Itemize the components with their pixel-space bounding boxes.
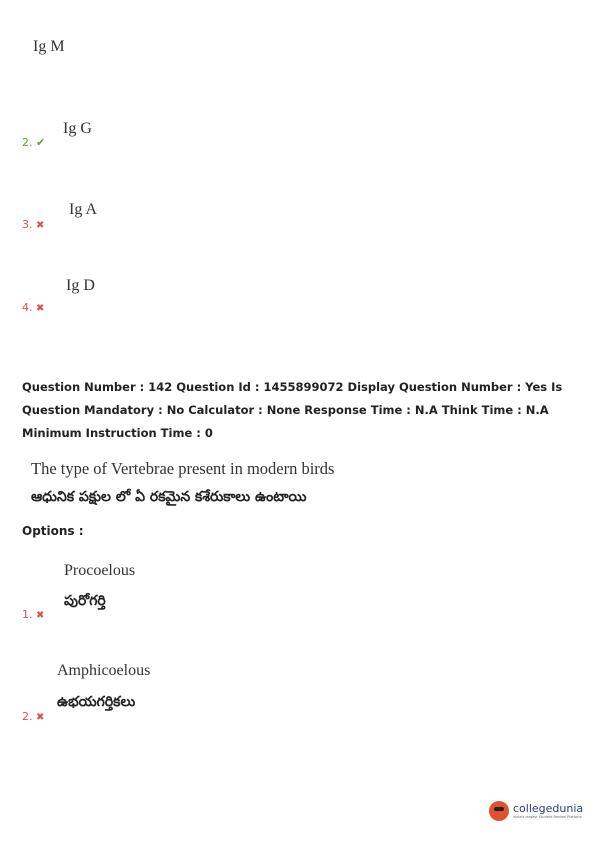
prev-option-2-marker (22, 136, 45, 149)
question-text-telugu: ఆధునిక పక్షుల లో ఏ రకమైన కశేరుకాలు ఉంటాయి (31, 489, 307, 505)
prev-option-1-text: Ig M (33, 38, 65, 55)
prev-option-3-marker (22, 218, 44, 231)
option-2-marker (22, 710, 44, 723)
option-1-number: 1. (22, 608, 33, 621)
prev-option-2-number: 2. (22, 136, 33, 149)
logo-avatar-icon (489, 801, 509, 821)
check-icon: ✔ (36, 136, 46, 149)
option-2-telugu: ఉభయగర్తికలు (57, 694, 136, 710)
option-1-english: Procoelous (64, 562, 136, 579)
prev-option-3-text: Ig A (69, 201, 97, 218)
option-2-number: 2. (22, 710, 33, 723)
logo-name: collegedunia (513, 802, 584, 815)
cross-icon: ✖ (36, 303, 45, 314)
cross-icon: ✖ (36, 220, 45, 231)
prev-option-3-number: 3. (22, 218, 33, 231)
option-2-english: Amphicoelous (57, 662, 151, 679)
prev-option-2-text: Ig G (63, 120, 92, 137)
question-meta: Question Number : 142 Question Id : 1455899072 Display Question Number : Yes Is Question Mandatory : No Calculator : None Response Time : N.A Think Time : N.A Minimum Instruction Time : 0 (22, 380, 563, 440)
prev-option-4-text: Ig D (66, 277, 95, 294)
cross-icon: ✖ (36, 610, 45, 621)
collegedunia-logo (489, 801, 583, 821)
question-text-english: The type of Vertebrae present in modern birds (31, 459, 335, 478)
cross-icon: ✖ (36, 712, 45, 723)
option-1-telugu: పురోగర్తి (64, 593, 106, 609)
prev-option-4-number: 4. (22, 301, 33, 314)
options-label: Options : (22, 524, 84, 538)
option-1-marker (22, 608, 44, 621)
prev-option-4-marker (22, 301, 44, 314)
logo-tagline: India's largest Student Review Platform (513, 815, 582, 819)
